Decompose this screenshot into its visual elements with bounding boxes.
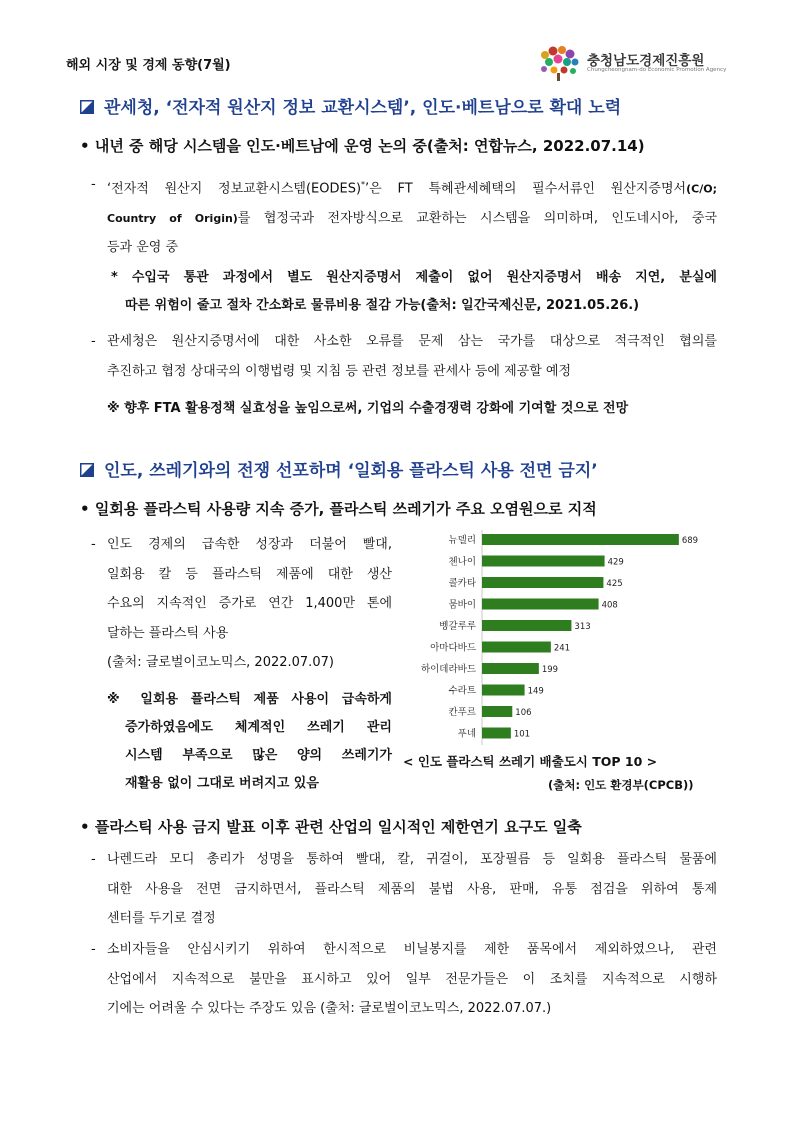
chart-value-label: 101: [513, 729, 531, 740]
section-1-bullet: [80, 135, 645, 156]
section-1-paragraph-1: [91, 170, 717, 263]
chart-bar: [482, 599, 599, 610]
chart-bar: [482, 620, 571, 631]
s2-note-line-3: 시스템 부족으로 많은 양의 쓰레기가: [125, 748, 392, 763]
section-1-note-2: ※ 향후 FTA 활용정책 실효성을 높임으로써, 기업의 수출경쟁력 강화에 기여할 것으로 전망: [107, 401, 629, 416]
s2-note-line-1: ※ 일회용 플라스틱 제품 사용이 급속하게: [107, 692, 392, 707]
s2-p1-source: (출처: 글로벌이코노믹스, 2022.07.07): [107, 655, 334, 670]
note-1-line-1: * 수입국 통관 과정에서 별도 원산지증명서 제출이 없어 원산지증명서 배송 지연, 분실에: [111, 270, 717, 285]
chart-bar: [482, 534, 679, 545]
chart-value-label: 689: [681, 536, 699, 546]
section-2-paragraph-2: [91, 845, 717, 934]
s2-note-line-2: 증가하였음에도 체계적인 쓰레기 관리: [125, 720, 392, 735]
page-header-title: 해외 시장 및 경제 동향(7월): [66, 58, 231, 73]
bullet-dot-icon: •: [80, 818, 90, 836]
section-2-bullet-1: [80, 498, 597, 519]
s2-p1-line-2: 일회용 칼 등 플라스틱 제품에 대한 생산: [107, 566, 392, 582]
s2-p2-line-1: 나렌드라 모디 총리가 성명을 통하여 빨대, 칼, 귀걸이, 포장필름 등 일회용 플라스틱 물품에: [107, 852, 717, 867]
section-square-icon: [80, 463, 94, 477]
section-1-p2-line-2: 추진하고 협정 상대국의 이행법령 및 지침 등 관련 정보를 관세사 등에 제공할 예정: [107, 363, 572, 379]
bullet-dot-icon: •: [80, 137, 90, 155]
chart-category-label: 아마다바드: [430, 642, 476, 654]
logo-org-name-en: Chungcheongnam-do Economic Promotion Agency: [587, 67, 727, 73]
dash-marker: -: [91, 852, 96, 867]
chart-caption: < 인도 플라스틱 쓰레기 배출도시 TOP 10 >: [403, 754, 658, 769]
plastic-waste-bar-chart: [400, 530, 720, 745]
s2-p3-line-3: 기에는 어려울 수 있다는 주장도 있음 (출처: 글로벌이코노믹스, 2022.07.07.): [107, 1001, 552, 1016]
chart-category-label: 뭄바이: [448, 599, 476, 611]
chart-source: (출처: 인도 환경부(CPCB)): [548, 778, 694, 792]
chart-category-label: 첸나이: [448, 556, 476, 568]
logo-mark-icon: [537, 45, 583, 81]
chart-value-label: 149: [527, 686, 544, 697]
chart-bar: [482, 706, 512, 717]
chart-bar: [482, 556, 605, 567]
p1-text-d: Country of Origin): [107, 211, 238, 225]
p1-text-c: (C/O;: [686, 182, 717, 196]
section-2-heading: [80, 456, 598, 481]
s2-p2-line-3: 센터를 두기로 결정: [107, 911, 216, 926]
note-1-line-2: 따른 위험이 줄고 절차 간소화로 물류비용 절감 가능(출처: 일간국제신문, 2021.05.26.): [125, 298, 640, 313]
chart-bar: [482, 577, 603, 588]
s2-p1-line-1: 인도 경제의 급속한 성장과 더불어 빨대,: [107, 537, 392, 552]
p1-footnote-mark: *: [361, 180, 366, 189]
chart-value-label: 241: [553, 643, 571, 654]
chart-category-label: 벵갈루루: [439, 621, 476, 632]
section-1-bullet-text: 내년 중 해당 시스템을 인도·베트남에 운영 논의 중(출처: 연합뉴스, 2022.07.14): [94, 137, 645, 155]
p1-text-b: ’은 FT 특혜관세혜택의 필수서류인 원산지증명서: [365, 181, 687, 197]
s2-p1-line-3: 수요의 지속적인 증가로 연간 1,400만 톤에: [107, 596, 392, 611]
s2-p3-line-1: 소비자들을 안심시키기 위하여 한시적으로 비닐봉지를 제한 품목에서 제외하였으나, 관련: [107, 942, 717, 957]
section-square-icon: [80, 100, 94, 114]
section-1-p1-line-2: [107, 204, 717, 234]
section-1-heading: [80, 93, 621, 118]
chart-value-label: 425: [606, 579, 623, 589]
section-2-paragraph-1: [91, 530, 392, 678]
chart-bar: [482, 685, 525, 696]
section-1-p2-line-1: 관세청은 원산지증명서에 대한 사소한 오류를 문제 삼는 국가를 대상으로 적극적인 협의를: [107, 334, 717, 349]
org-logo: [537, 45, 727, 81]
dash-marker: -: [91, 942, 96, 957]
chart-value-label: 408: [601, 600, 618, 611]
section-1-p1-line-1: [107, 170, 717, 204]
section-2-paragraph-3: [91, 935, 717, 1024]
chart-bar: [482, 728, 511, 739]
section-2-bullet-2: [80, 816, 582, 837]
chart-category-label: 수라트: [448, 685, 476, 697]
chart-category-label: 뉴델리: [448, 535, 476, 546]
s2-p1-line-4: 달하는 플라스틱 사용: [107, 625, 229, 641]
section-2-bullet-1-text: 일회용 플라스틱 사용량 지속 증가, 플라스틱 쓰레기가 주요 오염원으로 지적: [94, 500, 597, 518]
section-1-title: 관세청, ‘전자적 원산지 정보 교환시스템’, 인도·베트남으로 확대 노력: [104, 98, 622, 118]
section-1-p1-line-3: 등과 운영 중: [107, 240, 179, 256]
logo-org-name: 충청남도경제진흥원: [587, 53, 705, 69]
section-1-paragraph-2: [91, 327, 717, 386]
chart-category-label: 하이데라바드: [420, 664, 476, 675]
chart-bar: [482, 663, 539, 674]
chart-value-label: 429: [607, 557, 624, 568]
p1-text-a: ‘전자적 원산지 정보교환시스템(EODES): [107, 181, 362, 197]
dash-marker: -: [91, 334, 96, 349]
section-1-note-1: [111, 264, 717, 320]
chart-value-label: 106: [515, 708, 532, 718]
p1-text-e: 를 협정국과 전자방식으로 교환하는 시스템을 의미하며, 인도네시아, 중국: [237, 210, 717, 226]
section-2-bullet-2-text: 플라스틱 사용 금지 발표 이후 관련 산업의 일시적인 제한연기 요구도 일축: [94, 818, 582, 836]
chart-bar: [482, 642, 551, 653]
chart-category-label: 푸네: [457, 728, 476, 740]
bullet-dot-icon: •: [80, 500, 90, 518]
s2-p2-line-2: 대한 사용을 전면 금지하면서, 플라스틱 제품의 불법 사용, 판매, 유통 점검을 위하여 통제: [107, 881, 717, 897]
chart-value-label: 313: [574, 622, 591, 632]
section-2-title: 인도, 쓰레기와의 전쟁 선포하며 ‘일회용 플라스틱 사용 전면 금지’: [104, 461, 598, 481]
section-2-note: [107, 686, 392, 798]
s2-note-line-4: 재활용 없이 그대로 버려지고 있음: [125, 776, 319, 791]
dash-marker: -: [91, 537, 96, 552]
chart-category-label: 칸푸르: [448, 707, 476, 718]
chart-value-label: 199: [541, 665, 559, 675]
s2-p3-line-2: 산업에서 지속적으로 불만을 표시하고 있어 일부 전문가들은 이 조치를 지속적으로 시행하: [107, 971, 717, 987]
dash-marker: -: [91, 177, 96, 192]
chart-category-label: 콜카타: [448, 578, 476, 589]
